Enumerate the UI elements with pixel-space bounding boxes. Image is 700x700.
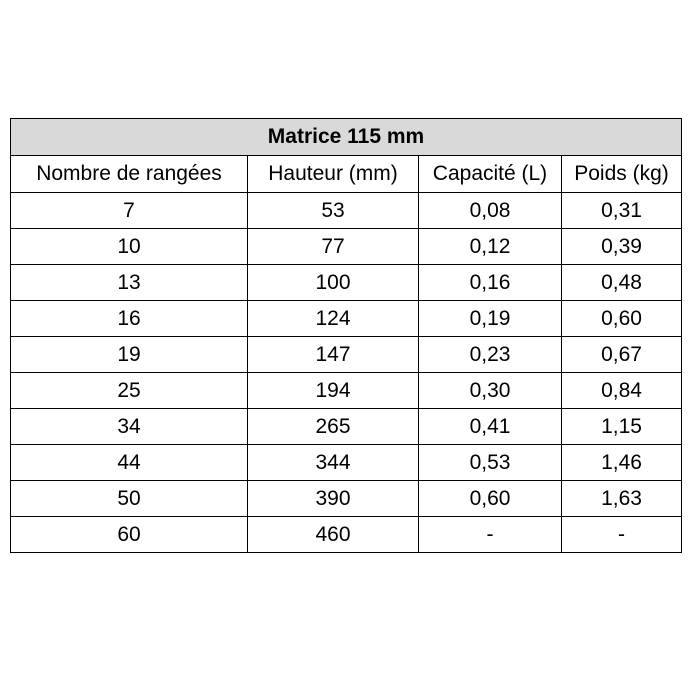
poids-cell: 0,48 xyxy=(562,265,682,301)
header-poids: Poids (kg) xyxy=(562,156,682,193)
rangees-cell: 19 xyxy=(11,337,248,373)
table-row xyxy=(11,481,682,517)
rangees-cell: 60 xyxy=(11,517,248,553)
rangees-cell: 34 xyxy=(11,409,248,445)
capacite-cell: 0,23 xyxy=(419,337,562,373)
header-hauteur: Hauteur (mm) xyxy=(248,156,419,193)
poids-cell: 1,15 xyxy=(562,409,682,445)
poids-cell: - xyxy=(562,517,682,553)
table-row xyxy=(11,337,682,373)
table-row xyxy=(11,409,682,445)
table-row xyxy=(11,517,682,553)
rangees-cell: 25 xyxy=(11,373,248,409)
table-row xyxy=(11,193,682,229)
capacite-cell: 0,08 xyxy=(419,193,562,229)
capacite-cell: 0,30 xyxy=(419,373,562,409)
capacite-cell: 0,12 xyxy=(419,229,562,265)
poids-cell: 0,67 xyxy=(562,337,682,373)
hauteur-cell: 77 xyxy=(248,229,419,265)
hauteur-cell: 265 xyxy=(248,409,419,445)
hauteur-cell: 344 xyxy=(248,445,419,481)
rangees-cell: 44 xyxy=(11,445,248,481)
capacite-cell: 0,41 xyxy=(419,409,562,445)
rangees-cell: 7 xyxy=(11,193,248,229)
table-row xyxy=(11,265,682,301)
poids-cell: 0,60 xyxy=(562,301,682,337)
poids-cell: 0,31 xyxy=(562,193,682,229)
spec-table xyxy=(10,118,682,553)
table-row xyxy=(11,229,682,265)
poids-cell: 0,39 xyxy=(562,229,682,265)
rangees-cell: 50 xyxy=(11,481,248,517)
table-row xyxy=(11,373,682,409)
rangees-cell: 13 xyxy=(11,265,248,301)
rangees-cell: 10 xyxy=(11,229,248,265)
hauteur-cell: 147 xyxy=(248,337,419,373)
hauteur-cell: 53 xyxy=(248,193,419,229)
rangees-cell: 16 xyxy=(11,301,248,337)
poids-cell: 0,84 xyxy=(562,373,682,409)
table-row xyxy=(11,301,682,337)
title-row xyxy=(11,119,682,156)
table-row xyxy=(11,445,682,481)
poids-cell: 1,46 xyxy=(562,445,682,481)
table-title: Matrice 115 mm xyxy=(11,119,682,156)
hauteur-cell: 124 xyxy=(248,301,419,337)
poids-cell: 1,63 xyxy=(562,481,682,517)
capacite-cell: - xyxy=(419,517,562,553)
capacite-cell: 0,53 xyxy=(419,445,562,481)
hauteur-cell: 390 xyxy=(248,481,419,517)
table-body xyxy=(11,193,682,553)
capacite-cell: 0,16 xyxy=(419,265,562,301)
header-capacite: Capacité (L) xyxy=(419,156,562,193)
hauteur-cell: 100 xyxy=(248,265,419,301)
capacite-cell: 0,19 xyxy=(419,301,562,337)
header-row xyxy=(11,156,682,193)
header-rangees: Nombre de rangées xyxy=(11,156,248,193)
capacite-cell: 0,60 xyxy=(419,481,562,517)
hauteur-cell: 460 xyxy=(248,517,419,553)
hauteur-cell: 194 xyxy=(248,373,419,409)
